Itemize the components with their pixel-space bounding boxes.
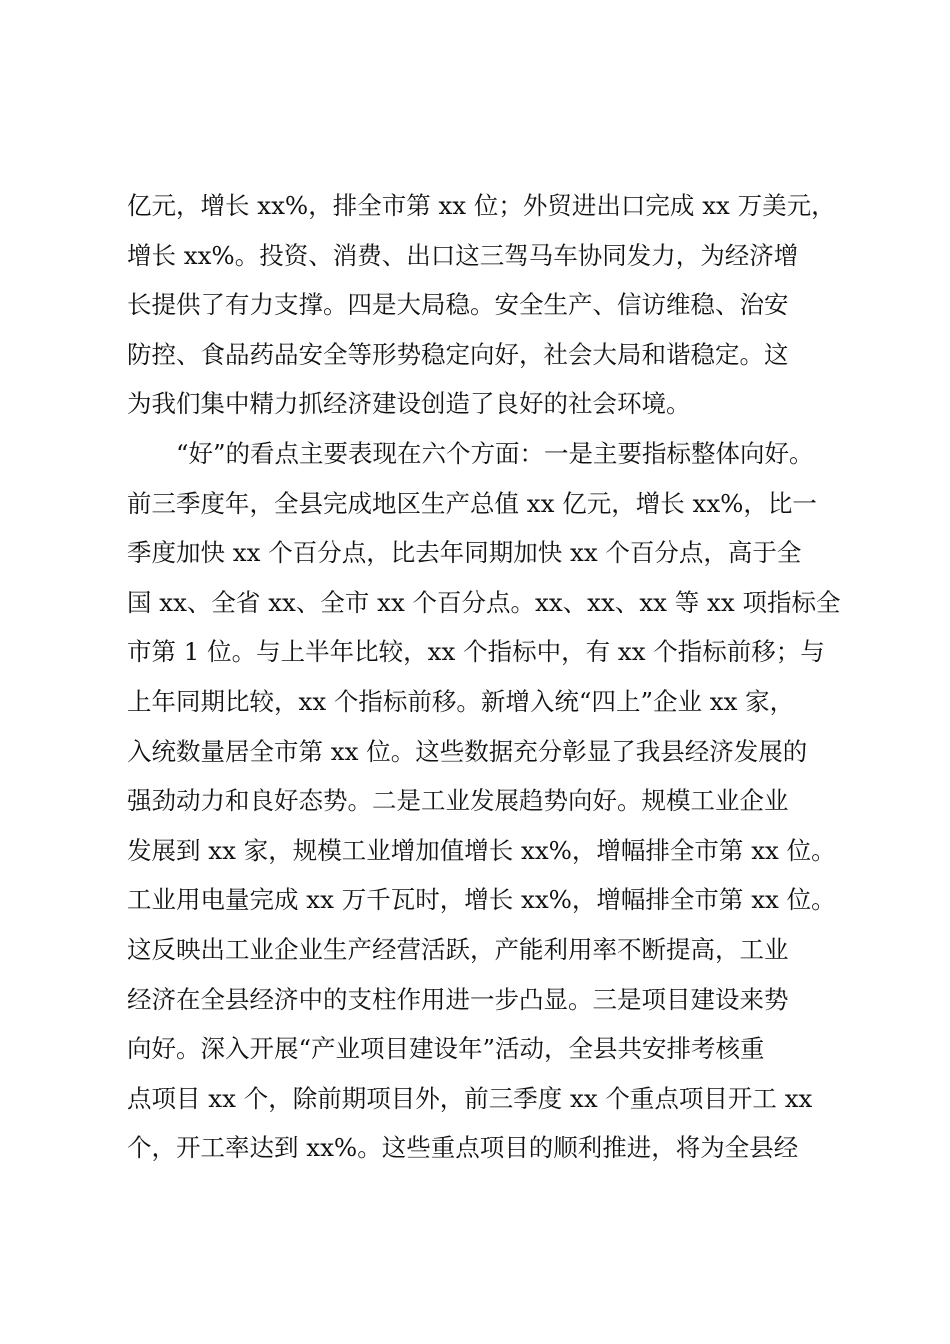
text-line: 个，开工率达到 xx%。这些重点项目的顺利推进，将为全县经	[127, 1133, 799, 1163]
text-line: 为我们集中精力抓经济建设创造了良好的社会环境。	[127, 389, 691, 419]
text-line: 防控、食品药品安全等形势稳定向好，社会大局和谐稳定。这	[127, 339, 789, 369]
text-line: 入统数量居全市第 xx 位。这些数据充分彰显了我县经济发展的	[127, 736, 808, 766]
text-line: 这反映出工业企业生产经营活跃，产能利用率不断提高，工业	[127, 934, 789, 964]
body-text	[127, 181, 841, 1173]
text-line: 经济在全县经济中的支柱作用进一步凸显。三是项目建设来势	[127, 984, 789, 1014]
text-line: 亿元，增长 xx%，排全市第 xx 位；外贸进出口完成 xx 万美元，	[127, 191, 836, 220]
text-line: 发展到 xx 家，规模工业增加值增长 xx%，增幅排全市第 xx 位。	[127, 835, 836, 865]
text-line: 季度加快 xx 个百分点，比去年同期加快 xx 个百分点，高于全	[127, 538, 802, 568]
text-line: 向好。深入开展“产业项目建设年”活动，全县共安排考核重	[127, 1034, 765, 1064]
text-line: 前三季度年，全县完成地区生产总值 xx 亿元，增长 xx%，比一	[127, 488, 817, 518]
text-line: 市第 1 位。与上半年比较，xx 个指标中，有 xx 个指标前移；与	[127, 637, 825, 667]
text-line: 点项目 xx 个，除前期项目外，前三季度 xx 个重点项目开工 xx	[127, 1083, 813, 1113]
text-line: 增长 xx%。投资、消费、出口这三驾马车协同发力，为经济增	[127, 240, 799, 270]
text-line: 长提供了有力支撑。四是大局稳。安全生产、信访维稳、治安	[127, 290, 789, 320]
text-line: 上年同期比较，xx 个指标前移。新增入统“四上”企业 xx 家，	[127, 686, 795, 716]
text-line: 强劲动力和良好态势。二是工业发展趋势向好。规模工业企业	[127, 786, 789, 816]
text-line: 国 xx、全省 xx、全市 xx 个百分点。xx、xx、xx 等 xx 项指标全	[127, 587, 841, 617]
text-line: “好”的看点主要表现在六个方面：一是主要指标整体向好。	[127, 438, 814, 468]
text-line: 工业用电量完成 xx 万千瓦时，增长 xx%，增幅排全市第 xx 位。	[127, 885, 836, 915]
